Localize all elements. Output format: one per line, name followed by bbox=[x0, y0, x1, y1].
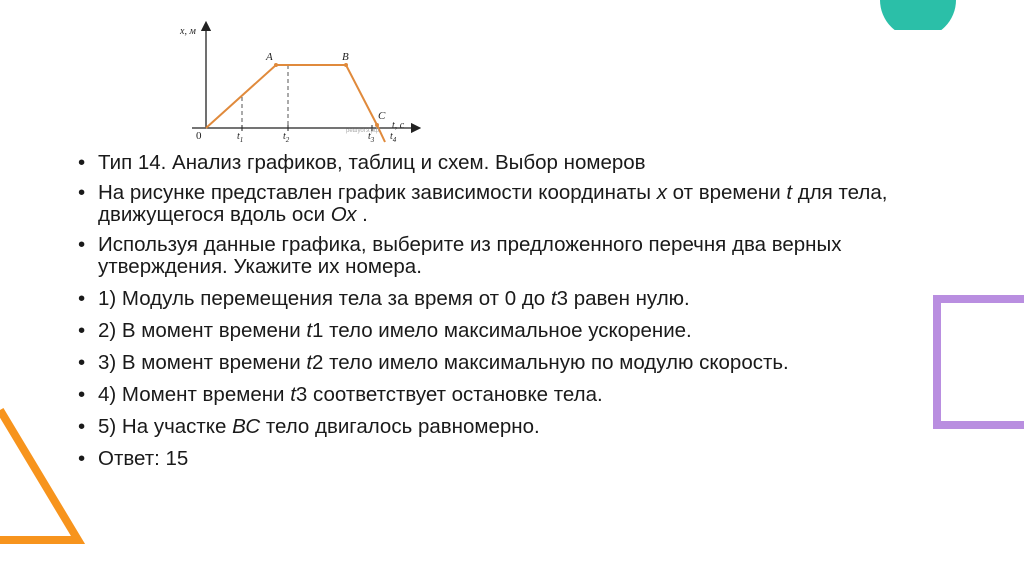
point-a-marker bbox=[274, 63, 278, 67]
point-b-marker bbox=[344, 63, 348, 67]
option-5: • 5) На участке ВС тело двигалось равномерно. bbox=[78, 416, 968, 438]
slide-title: • Тип 14. Анализ графиков, таблиц и схем. Выбор номеров bbox=[78, 152, 968, 174]
option-1: • 1) Модуль перемещения тела за время от 0 до t3 равен нулю. bbox=[78, 288, 968, 310]
task-description: • На рисунке представлен график зависимости координаты x от времени t для тела, движущегося вдоль оси Ох . bbox=[78, 182, 968, 226]
x-axis-label: t, с bbox=[392, 120, 405, 131]
point-c-label: C bbox=[378, 110, 386, 122]
y-axis-label: x, м bbox=[180, 26, 196, 37]
option-3: • 3) В момент времени t2 тело имело максимальную по модулю скорость. bbox=[78, 352, 968, 374]
point-c-marker bbox=[375, 123, 379, 127]
point-b-label: B bbox=[342, 51, 349, 63]
option-2: • 2) В момент времени t1 тело имело максимальное ускорение. bbox=[78, 320, 968, 342]
point-a-label: A bbox=[266, 51, 273, 63]
tick-label-t3: $t_3$ bbox=[368, 131, 375, 144]
bullet-list bbox=[78, 152, 968, 478]
task-instruction: • Используя данные графика, выберите из предложенного перечня два верных утверждения. Укажите их номера. bbox=[78, 234, 968, 278]
tick-label-t2: $t_2$ bbox=[283, 131, 290, 144]
orange-triangle-decoration bbox=[0, 390, 86, 550]
watermark: решуогэ.рф bbox=[346, 128, 379, 134]
coordinate-time-graph bbox=[170, 18, 430, 148]
origin-label: 0 bbox=[196, 130, 202, 142]
teal-circle-decoration bbox=[878, 0, 958, 30]
option-4: • 4) Момент времени t3 соответствует остановке тела. bbox=[78, 384, 968, 406]
answer: • Ответ: 15 bbox=[78, 448, 968, 470]
tick-label-t1: $t_1$ bbox=[237, 131, 244, 144]
tick-label-t4: $t_4$ bbox=[390, 131, 397, 144]
